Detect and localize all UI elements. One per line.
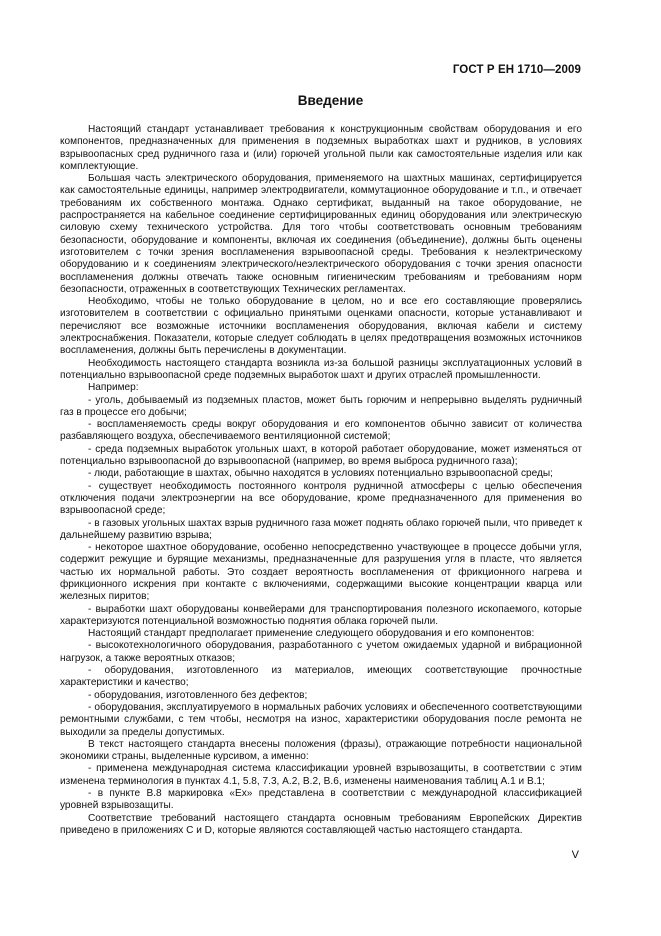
list-item: - применена международная система классификации уровней взрывозащиты, в соответствии с этим изменена терминология в пунктах 4.1, 5.8, 7.3, А.2, В.2, В.6, изменены наименования таблиц А.1 и В.1; xyxy=(60,763,582,787)
list-item: - в газовых угольных шахтах взрыв рудничного газа может поднять облако горючей пыли, что приведет к дальнейшему развитию взрыва; xyxy=(60,517,582,541)
paragraph: Необходимо, чтобы не только оборудование в целом, но и все его составляющие проверялись изготовителем в соответствии с официально принятыми оценками опасности, которые устанавливают и перечисляют все возможные источники воспламенения оборудования, включая кабели и систему электроснабжения. Показатели, которые следует соблюдать в целях предотвращения возможных источников воспламенения, должны быть перечислены в документации. xyxy=(60,296,582,357)
paragraph: Настоящий стандарт предполагает применение следующего оборудования и его компонентов: xyxy=(88,628,535,640)
paragraph: Большая часть электрического оборудования, применяемого на шахтных машинах, сертифицируется как самостоятельные единицы, например электродвигатели, коммутационное оборудование и т.п., и отвечает требованиям их собственного монтажа. Однако сертификат, выданный на такое оборудование, не распространяется на кабельное соединение сертифицированных единиц оборудования или электрическую силовую схему технического устройства. Для того чтобы соответствовать основным требованиям безопасности, оборудование и компоненты, включая их соединения (объединение), должны быть оценены изготовителем с точки зрения воспламенения взрывоопасной среды. Требования к неэлектрическому оборудованию и к соединениям электрического/неэлектрического оборудования с точки зрения опасности воспламенения должны отвечать также основным гигиеническим требованиям и требованиям норм безопасности, отраженных в соответствующих Технических регламентах. xyxy=(60,173,582,295)
list-item: - существует необходимость постоянного контроля рудничной атмосферы с целью обеспечения отключения подачи электроэнергии на все оборудование, кроме предназначенного для применения во взрывоопасной среде; xyxy=(60,480,582,517)
list-item: - некоторое шахтное оборудование, особенно непосредственно участвующее в процессе добычи угля, содержит режущие и бурящие механизмы, предназначенные для разрушения угля в пласте, что является частью их нормальной работы. Это создает вероятность воспламенения от фрикционного нагрева и фрикционного искрения при контакте с включениями, содержащими высокие концентрации кварца или железных пиритов; xyxy=(60,542,582,603)
page-number: V xyxy=(571,849,579,861)
paragraph: Настоящий стандарт устанавливает требования к конструкционным свойствам оборудования и его компонентов, предназначенных для применения в подземных выработках шахт и рудников, в условиях взрывоопасных сред рудничного газа и (или) горючей угольной пыли как самостоятельные изделия или как комплектующие. xyxy=(60,124,582,172)
list-item: - оборудования, изготовленного без дефектов; xyxy=(88,689,308,701)
body-text xyxy=(60,124,582,837)
list-item: - высокотехнологичного оборудования, разработанного с учетом ожидаемых ударной и вибрационной нагрузок, а также вероятных отказов; xyxy=(60,640,582,664)
paragraph: Необходимость настоящего стандарта возникла из-за большой разницы эксплуатационных условий в потенциально взрывоопасной среде подземных выработок шахт и других отраслей промышленности. xyxy=(60,357,582,381)
list-item: - среда подземных выработок угольных шахт, в которой работает оборудование, может изменяться от потенциально взрывоопасной до взрывоопасной (например, во время выброса рудничного газа); xyxy=(60,443,582,468)
list-item: - оборудования, изготовленного из материалов, имеющих соответствующие прочностные характеристики и качество; xyxy=(60,665,582,689)
paragraph: Соответствие требований настоящего стандарта основным требованиям Европейских Директив приведено в приложениях С и D, которые являются составляющей частью настоящего стандарта. xyxy=(60,812,582,836)
list-item: - в пункте В.8 маркировка «Ех» представлена в соответствии с международной классификацией уровней взрывозащиты. xyxy=(60,788,582,812)
list-item: - уголь, добываемый из подземных пластов, может быть горючим и непрерывно выделять рудничный газ в процессе его добычи; xyxy=(60,394,582,418)
paragraph: Например: xyxy=(88,382,139,394)
paragraph: В текст настоящего стандарта внесены положения (фразы), отражающие потребности национальной экономики страны, выделенные курсивом, а именно: xyxy=(60,738,582,763)
list-item: - оборудования, эксплуатируемого в нормальных рабочих условиях и обеспеченного соответствующими ремонтными службами, с тем чтобы, несмотря на износ, характеристики оборудования после ремонта не выходили за пределы допустимых. xyxy=(60,701,582,738)
section-title: Введение xyxy=(297,93,364,108)
list-item: - воспламеняемость среды вокруг оборудования и его компонентов обычно зависит от количества разбавляющего воздуха, обеспечиваемого вентиляционной системой; xyxy=(60,419,582,443)
standard-designation: ГОСТ Р ЕН 1710—2009 xyxy=(452,64,581,76)
list-item: - выработки шахт оборудованы конвейерами для транспортирования полезного ископаемого, которые характеризуются потенциальной возможностью поднятия облака горючей пыли. xyxy=(60,603,582,627)
list-item: - люди, работающие в шахтах, обычно находятся в условиях потенциально взрывоопасной среды; xyxy=(88,468,553,480)
